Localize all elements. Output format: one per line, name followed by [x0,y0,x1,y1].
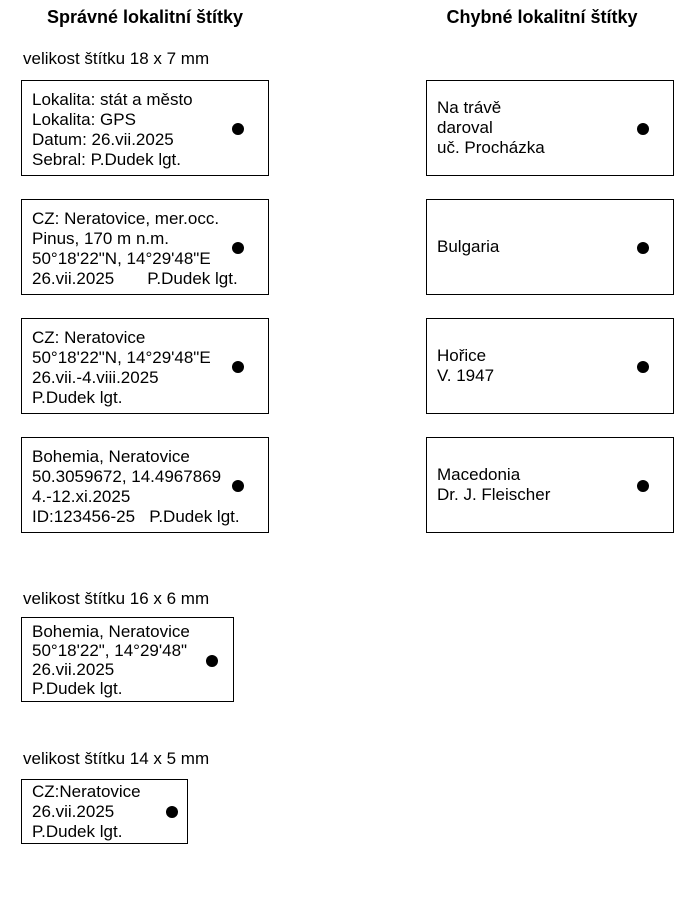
label-line: 50°18'22"N, 14°29'48"E [32,348,211,367]
specimen-label-wrong-3 [426,318,674,414]
label-line: Na trávě [437,98,502,117]
label-line: Sebral: P.Dudek lgt. [32,150,181,169]
pin-dot-icon [206,655,218,667]
label-line: Bulgaria [437,237,500,256]
label-line: 26.vii.2025 [32,801,115,821]
pin-dot-icon [166,806,178,818]
column-title-correct: Správné lokalitní štítky [46,7,244,27]
pin-dot-icon [232,123,244,135]
pin-dot-icon [232,480,244,492]
size-label-18x7: velikost štítku 18 x 7 mm [23,49,210,68]
label-line: ID:123456-25 P.Dudek lgt. [32,507,240,526]
label-line: Hořice [437,346,487,365]
label-line: daroval [437,118,493,137]
specimen-label-correct-14x5 [21,779,188,844]
specimen-label-wrong-1 [426,80,674,176]
specimen-label-wrong-2 [426,199,674,295]
label-line: 26.vii.2025 [32,660,115,679]
pin-dot-icon [637,361,649,373]
label-line: 26.vii.-4.viii.2025 [32,368,159,387]
pin-dot-icon [637,480,649,492]
label-line: Lokalita: stát a město [32,90,193,109]
label-line: 26.vii.2025 P.Dudek lgt. [32,269,238,288]
size-label-14x5: velikost štítku 14 x 5 mm [23,749,210,768]
label-line: Dr. J. Fleischer [437,485,551,504]
specimen-label-wrong-4 [426,437,674,533]
specimen-label-correct-2 [21,199,269,295]
pin-dot-icon [637,123,649,135]
label-line: V. 1947 [437,366,495,385]
label-line: P.Dudek lgt. [32,388,123,407]
label-line: 50°18'22", 14°29'48" [32,641,188,660]
specimen-label-correct-1 [21,80,269,176]
label-line: 50°18'22"N, 14°29'48"E [32,249,211,268]
pin-dot-icon [637,242,649,254]
label-line: Lokalita: GPS [32,110,136,129]
label-line: Bohemia, Neratovice [32,622,190,641]
specimen-label-correct-16x6 [21,617,234,702]
label-line: CZ:Neratovice [32,781,141,801]
label-line: Pinus, 170 m n.m. [32,229,170,248]
pin-dot-icon [232,242,244,254]
label-line: P.Dudek lgt. [32,679,123,698]
pin-dot-icon [232,361,244,373]
size-label-16x6: velikost štítku 16 x 6 mm [23,589,210,608]
label-line: 50.3059672, 14.4967869 [32,467,222,486]
specimen-label-correct-3 [21,318,269,414]
column-title-wrong: Chybné lokalitní štítky [446,7,638,27]
label-line: Macedonia [437,465,521,484]
label-line: Bohemia, Neratovice [32,447,190,466]
specimen-label-correct-4 [21,437,269,533]
label-line: P.Dudek lgt. [32,821,123,841]
label-line: CZ: Neratovice, mer.occ. [32,209,220,228]
label-line: CZ: Neratovice [32,328,146,347]
label-line: uč. Procházka [437,138,545,157]
label-line: 4.-12.xi.2025 [32,487,131,506]
label-line: Datum: 26.vii.2025 [32,130,174,149]
